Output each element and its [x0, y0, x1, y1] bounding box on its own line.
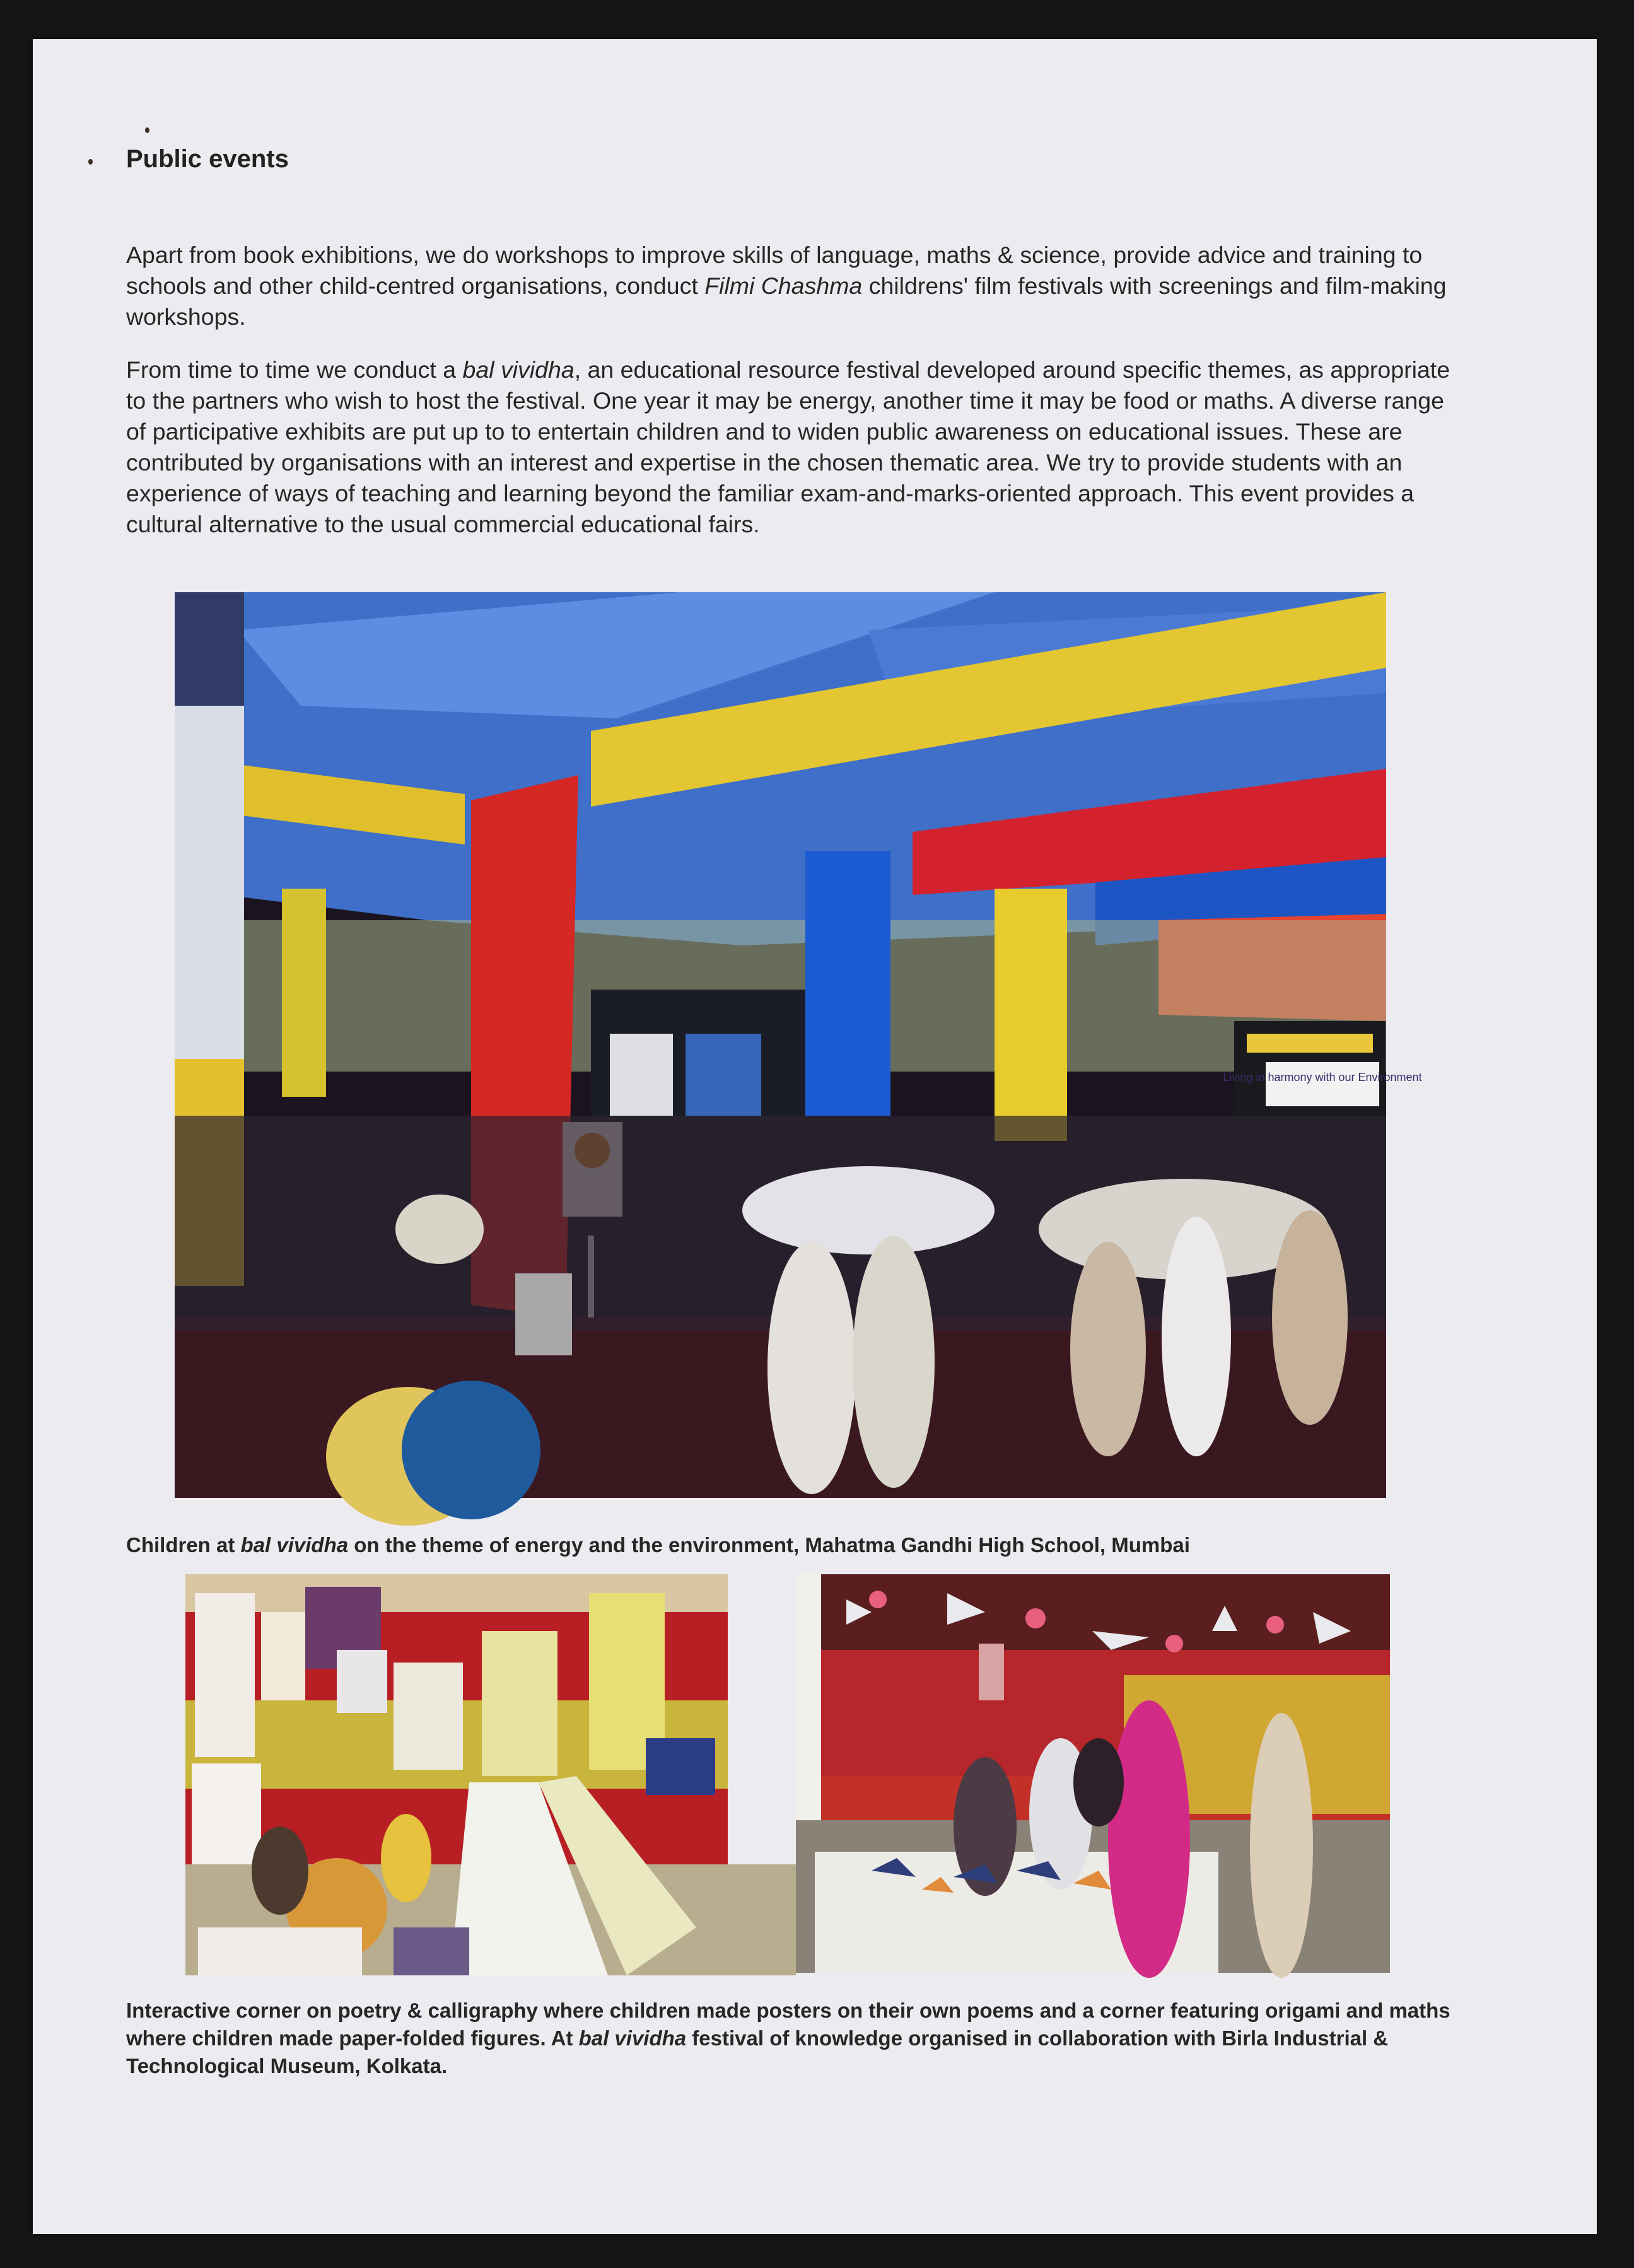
- origami-maths-corner-photo: [796, 1574, 1390, 1973]
- paper-speck: [88, 159, 93, 165]
- photo-caption-1: Children at bal vividha on the theme of energy and the environment, Mahatma Gandhi High School, Mumbai: [126, 1533, 1190, 1557]
- festival-tent-photo: [175, 592, 1422, 1498]
- paper-speck: [145, 127, 149, 133]
- section-heading: Public events: [126, 145, 289, 173]
- environment-banner-text: Living in harmony with our Environment: [1223, 1071, 1422, 1084]
- bal-vividha-paragraph: From time to time we conduct a bal vividha, an educational resource festival developed around specific themes, as appropriate to the partners who wish to host the festival. One year it may be energy, another time it may be food or maths. A diverse range of participative exhibits are put up to to entertain children and to widen public awareness on educational issues. These are contributed by organisations with an interest and expertise in the chosen thematic area. We try to provide students with an experience of ways of teaching and learning beyond the familiar exam-and-marks-oriented approach. This event provides a cultural alternative to the usual commercial educational fairs.: [126, 356, 1450, 537]
- poetry-calligraphy-corner-photo: [185, 1574, 796, 1975]
- photo-caption-2: Interactive corner on poetry & calligraphy where children made posters on their own poems and a corner featuring origami and maths where children made paper-folded figures. At bal vividha festival of knowledge organised in collaboration with Birla Industrial & Technological Museum, Kolkata.: [126, 1999, 1450, 2078]
- intro-paragraph: Apart from book exhibitions, we do workshops to improve skills of language, maths & science, provide advice and training to schools and other child-centred organisations, conduct Filmi Chashma childrens' film festivals with screenings and film-making workshops.: [126, 242, 1447, 330]
